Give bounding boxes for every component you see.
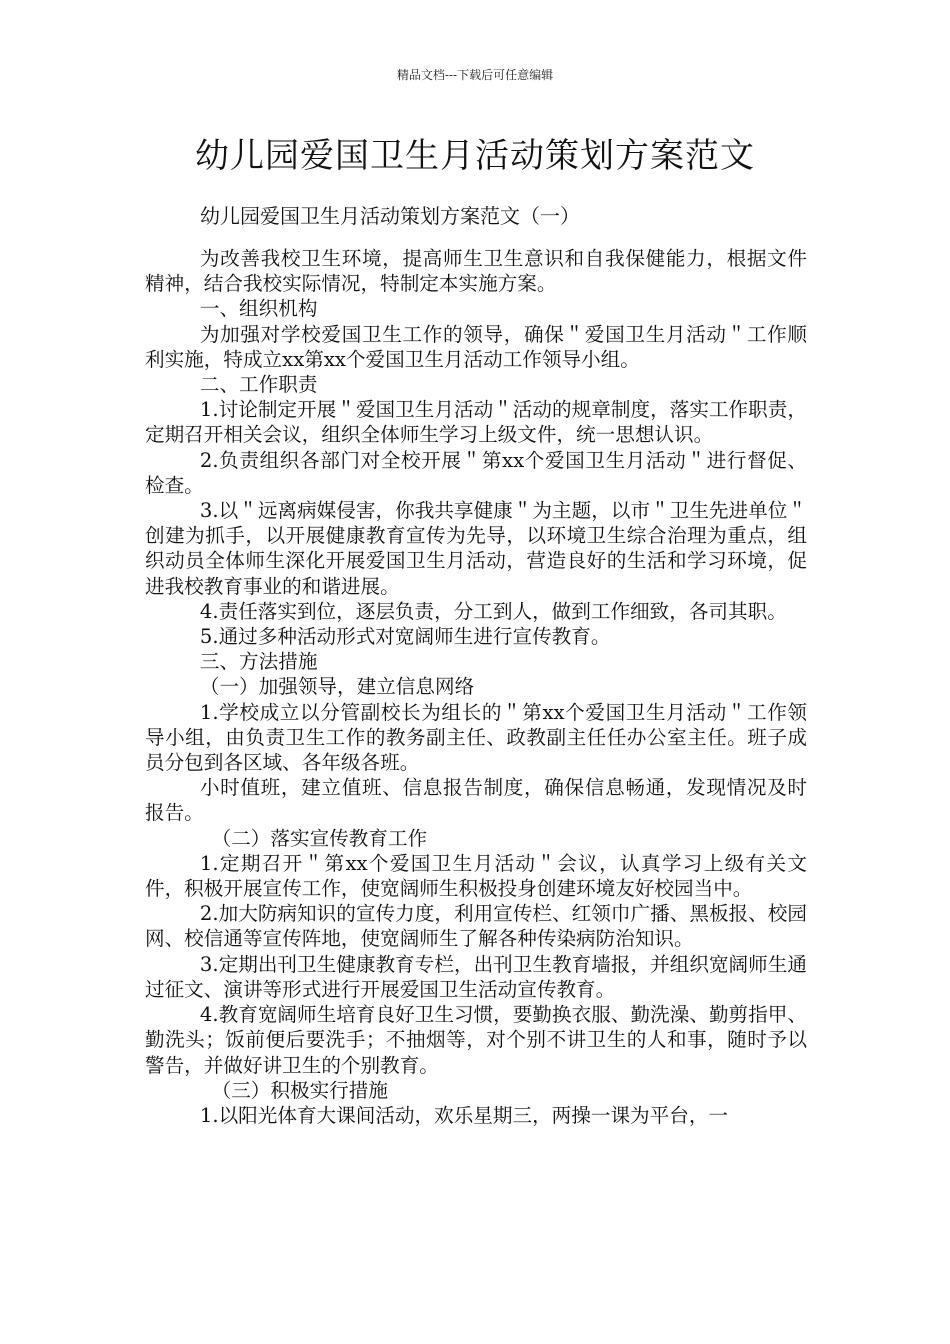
paragraph: 为改善我校卫生环境，提高师生卫生意识和自我保健能力，根据文件精神，结合我校实际情况，特制定本实施方案。 — [145, 247, 807, 296]
paragraph: 小时值班，建立值班、信息报告制度，确保信息畅通，发现情况及时报告。 — [145, 776, 807, 825]
document-body — [145, 246, 807, 1128]
section-heading: （一）加强领导，建立信息网络 — [199, 675, 475, 699]
paragraph: 1.以阳光体育大课间活动，欢乐星期三，两操一课为平台，一 — [199, 1103, 729, 1127]
section-heading: （三）积极实行措施 — [211, 1078, 388, 1102]
paragraph: 为加强对学校爱国卫生工作的领导，确保＂爱国卫生月活动＂工作顺利实施，特成立xx第xx个爱国卫生月活动工作领导小组。 — [145, 322, 807, 371]
paragraph: 1.讨论制定开展＂爱国卫生月活动＂活动的规章制度，落实工作职责，定期召开相关会议，组织全体师生学习上级文件，统一思想认识。 — [145, 398, 807, 447]
paragraph: 4.责任落实到位，逐层负责，分工到人，做到工作细致，各司其职。 — [199, 599, 787, 623]
section-heading: 二、工作职责 — [199, 373, 318, 397]
paragraph: 2.负责组织各部门对全校开展＂第xx个爱国卫生月活动＂进行督促、检查。 — [145, 448, 807, 497]
section-heading: 一、组织机构 — [199, 297, 318, 321]
paragraph: 5.通过多种活动形式对宽阔师生进行宣传教育。 — [199, 625, 611, 649]
paragraph: 3.以＂远离病媒侵害，你我共享健康＂为主题，以市＂卫生先进单位＂创建为抓手，以开展健康教育宣传为先导，以环境卫生综合治理为重点，组织动员全体师生深化开展爱国卫生月活动，营造良好的生活和学习环境，促进我校教育事业的和谐进展。 — [145, 499, 807, 598]
document-title: 幼儿园爱国卫生月活动策划方案范文 — [195, 136, 755, 176]
paragraph: 1.学校成立以分管副校长为组长的＂第xx个爱国卫生月活动＂工作领导小组，由负责卫生工作的教务副主任、政教副主任任办公室主任。班子成员分包到各区域、各年级各班。 — [145, 700, 807, 775]
paragraph: 2.加大防病知识的宣传力度，利用宣传栏、红领巾广播、黑板报、校园网、校信通等宣传阵地，使宽阔师生了解各种传染病防治知识。 — [145, 902, 807, 951]
document-subtitle: 幼儿园爱国卫生月活动策划方案范文（一） — [200, 204, 580, 228]
paragraph: 1.定期召开＂第xx个爱国卫生月活动＂会议，认真学习上级有关文件，积极开展宣传工作，使宽阔师生积极投身创建环境友好校园当中。 — [145, 851, 807, 901]
page-header: 精品文档---下载后可任意编辑 — [396, 68, 554, 82]
paragraph: 3.定期出刊卫生健康教育专栏，出刊卫生教育墙报，并组织宽阔师生通过征文、演讲等形式进行开展爱国卫生活动宣传教育。 — [145, 952, 807, 1001]
paragraph: 4.教育宽阔师生培育良好卫生习惯，要勤换衣服、勤洗澡、勤剪指甲、勤洗头；饭前便后要洗手；不抽烟等，对个别不讲卫生的人和事，随时予以警告，并做好讲卫生的个别教育。 — [145, 1003, 807, 1077]
section-heading: （二）落实宣传教育工作 — [211, 826, 428, 850]
section-heading: 三、方法措施 — [199, 650, 318, 674]
